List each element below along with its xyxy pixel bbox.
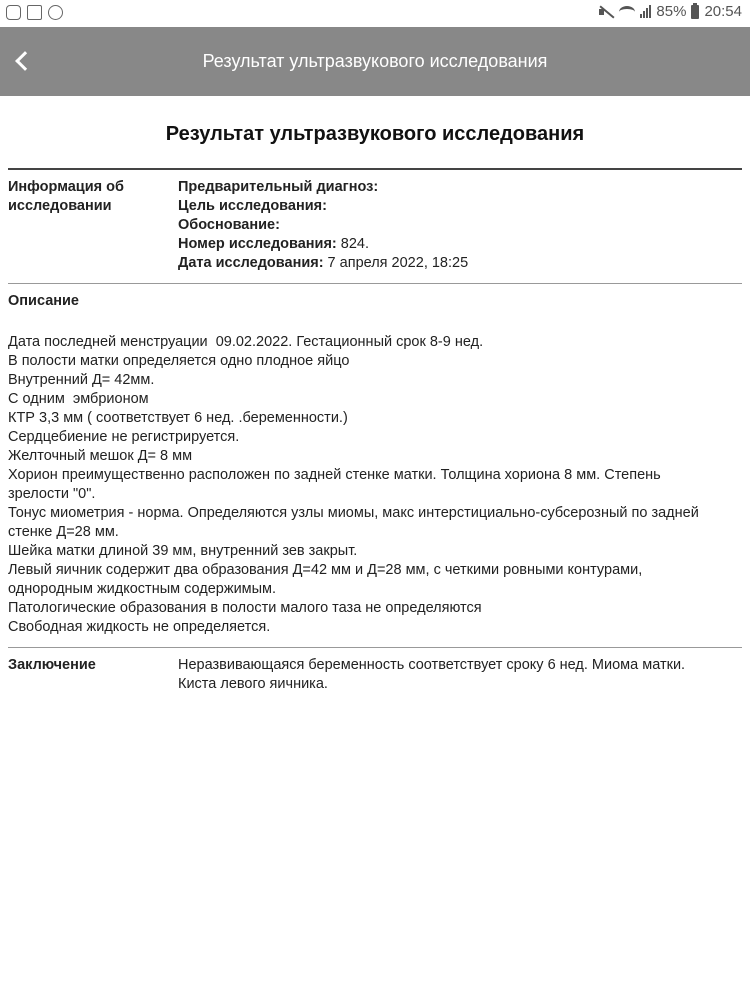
description-line: Левый яичник содержит два образования Д=42 мм и Д=28 мм, с четкими ровными контурами, [8, 562, 643, 578]
wifi-icon [619, 6, 635, 18]
study-number-value: 824. [336, 236, 369, 252]
clock: 20:54 [704, 3, 742, 20]
mail-icon [27, 5, 42, 20]
mute-icon [598, 5, 614, 19]
system-status [598, 3, 742, 20]
description-line: Шейка матки длиной 39 мм, внутренний зев закрыт. [8, 543, 358, 559]
study-date-label: Дата исследования: [178, 255, 324, 271]
info-divider [8, 283, 742, 284]
description-line: Тонус миометрия - норма. Определяются узлы миомы, макс интерстициально-субсерозный по задней [8, 505, 699, 521]
battery-icon [691, 5, 699, 19]
purpose-label: Цель исследования: [178, 198, 327, 214]
description-line: зрелости "0". [8, 486, 96, 502]
study-number-label: Номер исследования: [178, 236, 337, 252]
description-text [8, 333, 738, 637]
app-notification-icon [48, 5, 63, 20]
instagram-icon [6, 5, 21, 20]
description-line: Патологические образования в полости малого таза не определяются [8, 600, 482, 616]
description-line: стенке Д=28 мм. [8, 524, 119, 540]
description-divider [8, 647, 742, 648]
app-bar [0, 27, 750, 96]
description-line: Свободная жидкость не определяется. [8, 619, 271, 635]
reason-label: Обоснование: [178, 217, 280, 233]
diagnosis-label: Предварительный диагноз: [178, 179, 379, 195]
description-label: Описание [8, 293, 79, 309]
conclusion-line: Киста левого яичника. [178, 676, 328, 692]
purpose-row [178, 197, 468, 216]
document-title: Результат ультразвукового исследования [165, 123, 585, 145]
description-line: В полости матки определяется одно плодное яйцо [8, 353, 350, 369]
info-section-label: Информация об исследовании [8, 179, 124, 214]
conclusion-text [178, 656, 738, 694]
study-date-row [178, 254, 468, 273]
description-line: КТР 3,3 мм ( соответствует 6 нед. .беременности.) [8, 410, 348, 426]
study-number-row [178, 235, 468, 254]
description-line: однородным жидкостным содержимым. [8, 581, 277, 597]
app-bar-title: Результат ультразвукового исследования [202, 51, 548, 71]
description-line: Желточный мешок Д= 8 мм [8, 448, 193, 464]
description-line: Сердцебиение не регистрируется. [8, 429, 240, 445]
title-divider [8, 168, 742, 170]
study-info [178, 178, 468, 273]
description-line: Хорион преимущественно расположен по задней стенке матки. Толщина хориона 8 мм. Степень [8, 467, 661, 483]
description-line: Дата последней менструации 09.02.2022. Гестационный срок 8-9 нед. [8, 334, 484, 350]
notification-icons [6, 5, 63, 20]
reason-row [178, 216, 468, 235]
status-bar [0, 0, 750, 27]
signal-icon [640, 5, 651, 18]
conclusion-line: Неразвивающаяся беременность соответствует сроку 6 нед. Миома матки. [178, 657, 686, 673]
description-line: Внутренний Д= 42мм. [8, 372, 155, 388]
description-line: С одним эмбрионом [8, 391, 149, 407]
battery-percent: 85% [656, 3, 687, 20]
conclusion-label: Заключение [8, 657, 96, 673]
study-date-value: 7 апреля 2022, 18:25 [323, 255, 469, 271]
diagnosis-row [178, 178, 468, 197]
